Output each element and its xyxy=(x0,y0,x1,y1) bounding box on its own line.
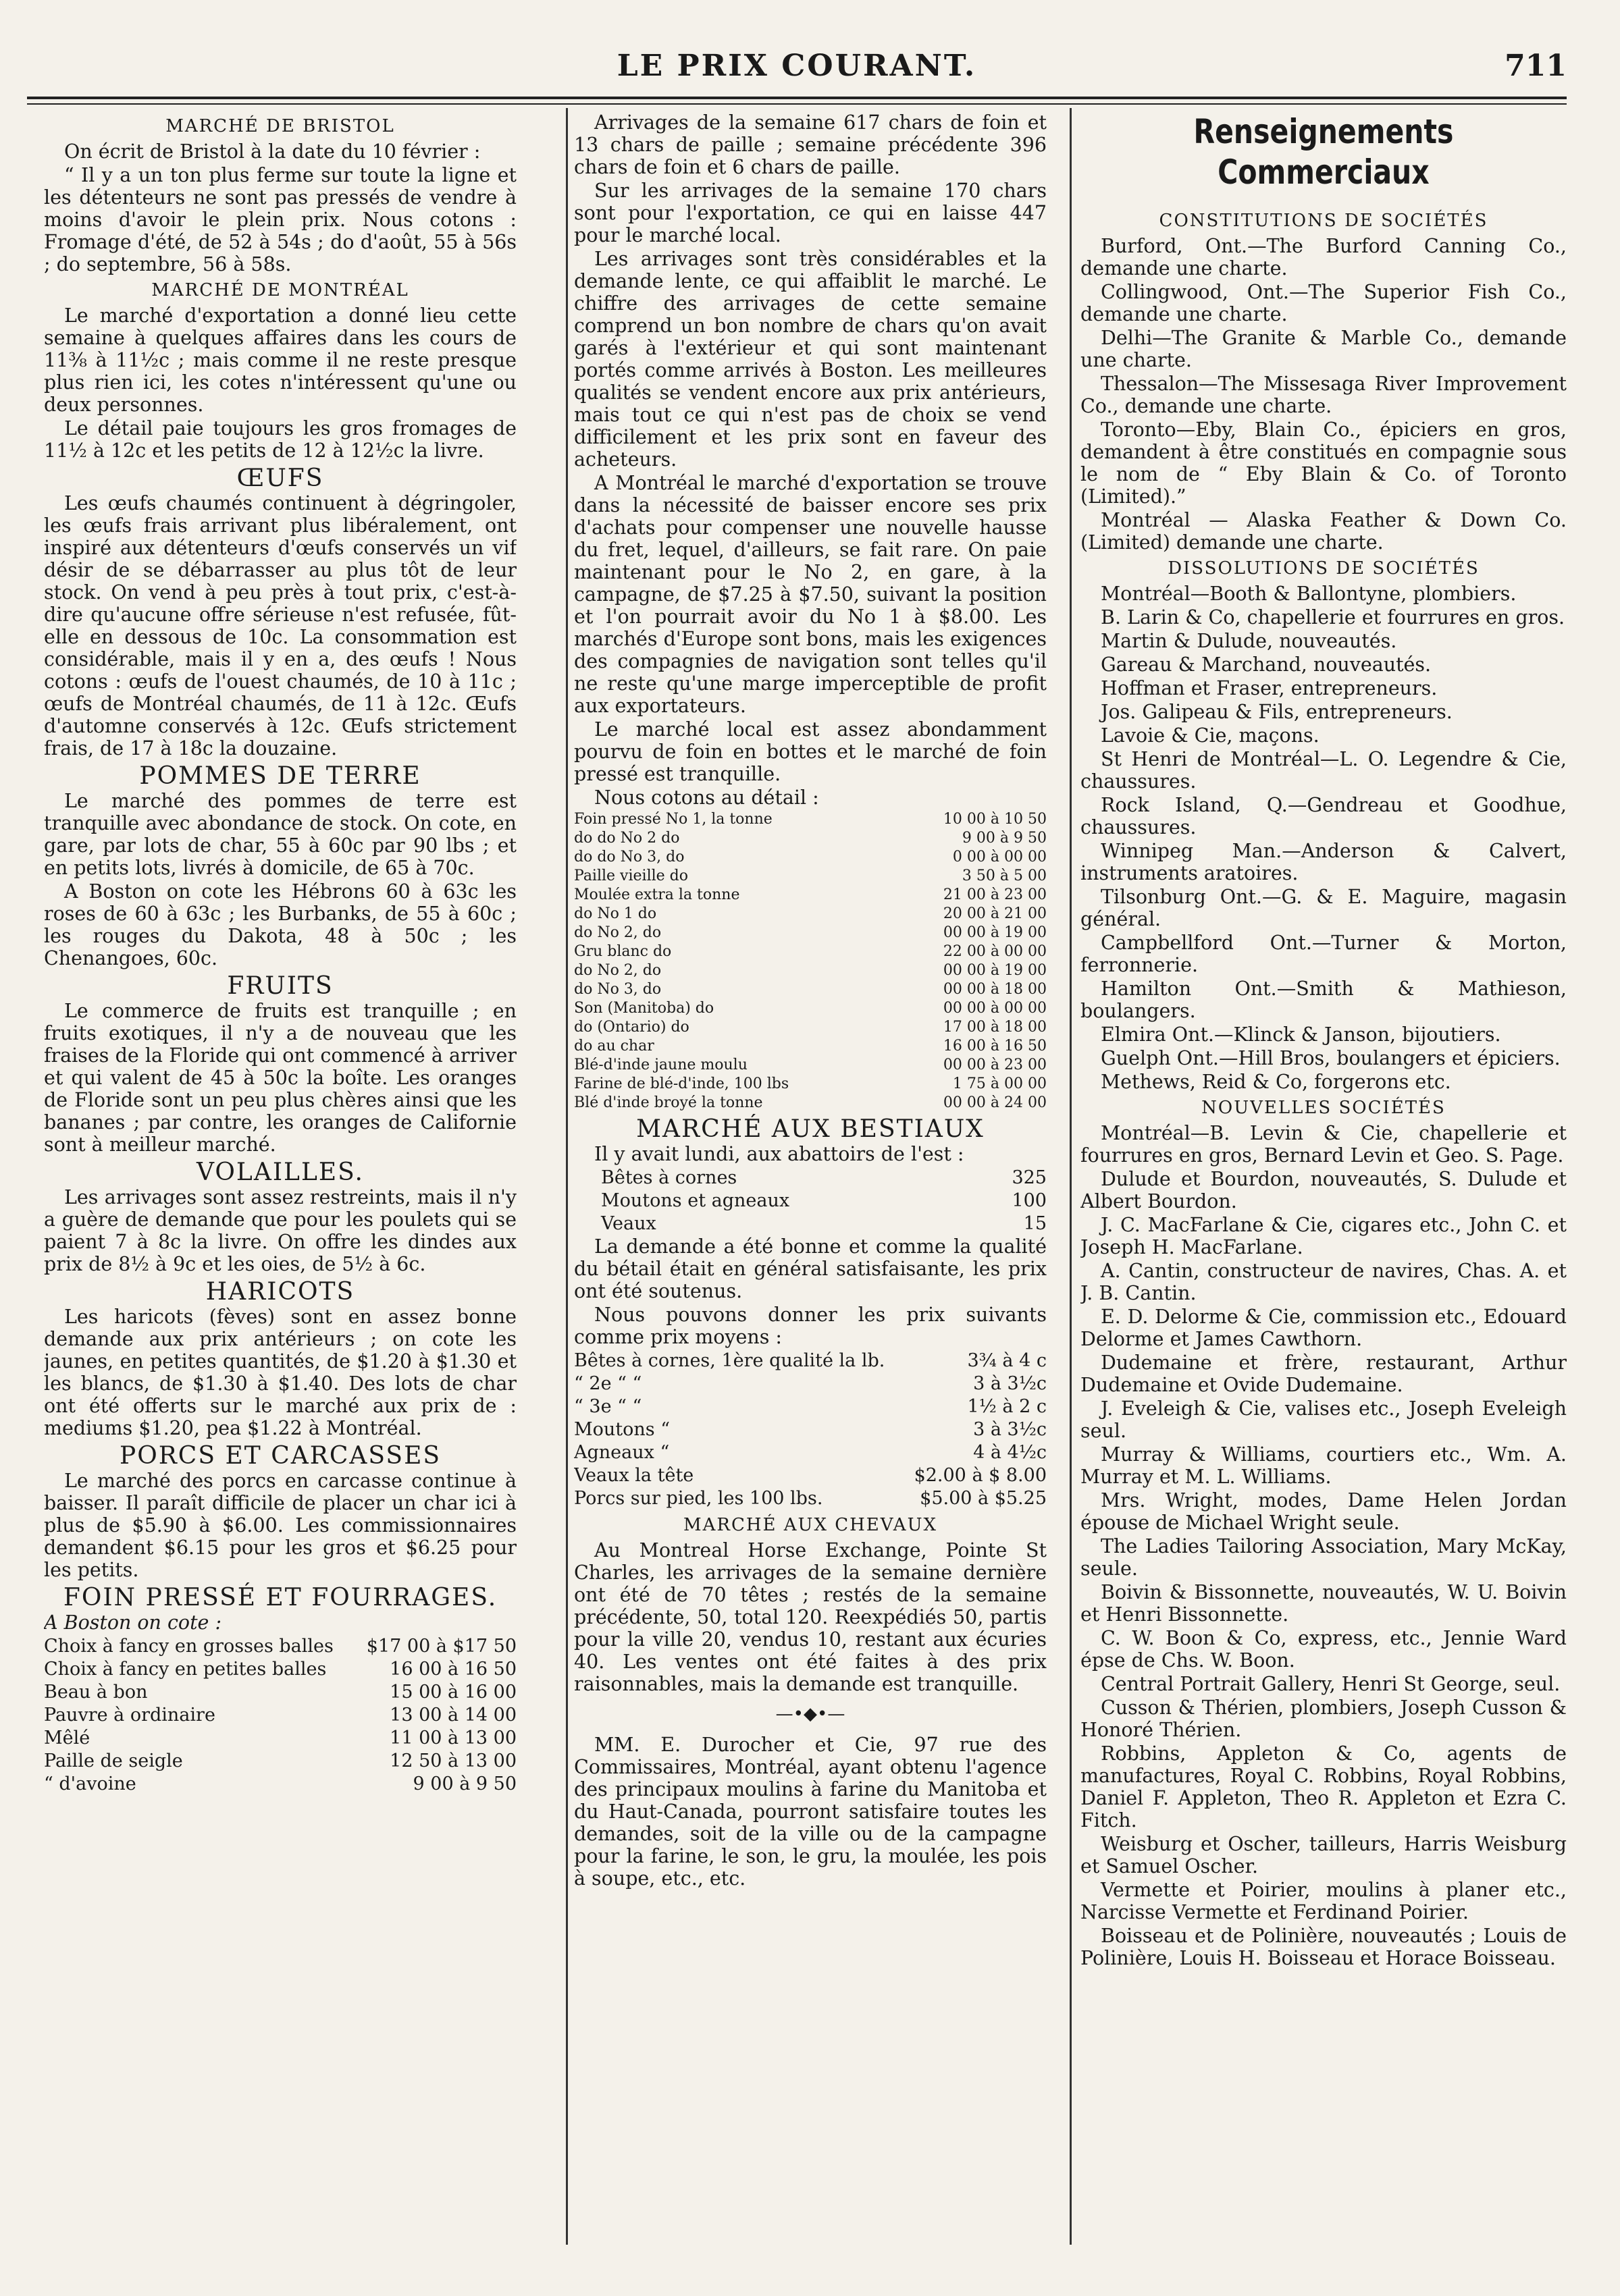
section-heading: FRUITS xyxy=(227,972,334,1000)
notice: J. Eveleigh & Cie, valises etc., Joseph Eveleigh seul. xyxy=(1080,1397,1567,1442)
price-row xyxy=(574,1441,1047,1464)
price-value: $5.00 à $5.25 xyxy=(920,1488,1047,1509)
price-row xyxy=(601,1212,1047,1235)
paragraph: Nous pouvons donner les prix suivants comme prix moyens : xyxy=(574,1304,1047,1348)
section-heading: MARCHÉ AUX CHEVAUX xyxy=(683,1515,937,1535)
price-row xyxy=(574,1094,1047,1113)
average-price-table xyxy=(574,1350,1047,1510)
paragraph: A Montréal le marché d'exportation se trouve dans la nécessité de baisser encore ses prix d'achats pour compenser une nouvelle hausse du fret, lequel, d'ailleurs, se fait rare. On paie maintenant pour le No 2, en gare, à la campagne, de $7.25 à $7.50, suivant la position et l'on pourrait avoir du No 1 à $8.00. Les marchés d'Europe sont bons, mais les exigences des compagnies de navigation sont telles qu'il ne reste qu'une marge imperceptible de profit aux exportateurs. xyxy=(574,472,1047,717)
price-row xyxy=(574,1372,1047,1395)
price-table xyxy=(44,1635,517,1796)
price-value: 20 00 à 21 00 xyxy=(943,905,1047,922)
notice: Gareau & Marchand, nouveautés. xyxy=(1101,653,1432,676)
price-label: Bêtes à cornes xyxy=(601,1167,737,1188)
price-label: Agneaux “ xyxy=(574,1442,670,1463)
price-value: 11 00 à 13 00 xyxy=(390,1728,517,1748)
price-row xyxy=(574,905,1047,924)
paragraph: On écrit de Bristol à la date du 10 février : xyxy=(64,140,481,163)
price-value: 16 00 à 16 50 xyxy=(390,1659,517,1680)
price-label: do No 2, do xyxy=(574,924,662,941)
column-title: Renseignements Commerciaux xyxy=(1193,112,1454,192)
price-value: 00 00 à 23 00 xyxy=(943,1057,1047,1073)
price-row xyxy=(574,980,1047,999)
price-row xyxy=(574,961,1047,980)
price-row xyxy=(574,829,1047,848)
price-value: 00 00 à 24 00 xyxy=(943,1094,1047,1111)
notice: Murray & Williams, courtiers etc., Wm. A. Murray et M. L. Williams. xyxy=(1080,1443,1567,1488)
section-heading: HARICOTS xyxy=(205,1278,355,1306)
notice: Methews, Reid & Co, forgerons etc. xyxy=(1101,1071,1451,1093)
price-value: 9 00 à 9 50 xyxy=(962,830,1047,847)
section-heading: PORCS ET CARCASSES xyxy=(119,1442,442,1470)
notice: Cusson & Thérien, plombiers, Joseph Cusson & Honoré Thérien. xyxy=(1080,1697,1567,1741)
price-label: Paille de seigle xyxy=(44,1751,183,1771)
price-value: $2.00 à $ 8.00 xyxy=(914,1465,1047,1486)
notice: Hamilton Ont.—Smith & Mathieson, boulangers. xyxy=(1080,978,1567,1022)
price-row xyxy=(44,1773,517,1796)
price-label: Foin pressé No 1, la tonne xyxy=(574,811,773,828)
notice: C. W. Boon & Co, express, etc., Jennie Ward épse de Chs. W. Boon. xyxy=(1080,1627,1567,1672)
price-label: Choix à fancy en grosses balles xyxy=(44,1636,334,1657)
price-value: 17 00 à 18 00 xyxy=(943,1019,1047,1036)
price-row xyxy=(574,1464,1047,1487)
price-row xyxy=(574,1350,1047,1372)
price-value: 00 00 à 00 00 xyxy=(943,1000,1047,1017)
notice: The Ladies Tailoring Association, Mary McKay, seule. xyxy=(1080,1535,1567,1580)
price-label: Porcs sur pied, les 100 lbs. xyxy=(574,1488,823,1509)
price-label: Blé-d'inde jaune moulu xyxy=(574,1057,748,1073)
price-value: 1½ à 2 c xyxy=(967,1396,1047,1417)
paragraph: Le marché des pommes de terre est tranquille avec abondance de stock. On cote, en gare, par lots de char, 55 à 60c par 90 lbs ; et en petits lots, livrés à domicile, de 65 à 70c. xyxy=(44,790,517,879)
price-label: Bêtes à cornes, 1ère qualité la lb. xyxy=(574,1350,885,1371)
price-row xyxy=(574,1075,1047,1094)
notice: Burford, Ont.—The Burford Canning Co., demande une charte. xyxy=(1080,235,1567,279)
price-value: 13 00 à 14 00 xyxy=(390,1705,517,1726)
paragraph: Au Montreal Horse Exchange, Pointe St Charles, les arrivages de la semaine dernière ont été de 70 têtes ; restés de la semaine précédente, 50, total 120. Reexpédiés 50, partis pour la ville 20, vendus 10, restant aux écuries 40. Les ventes ont été faites à des prix raisonnables, mais la demande est tranquille. xyxy=(574,1539,1047,1695)
price-value: 3¾ à 4 c xyxy=(967,1350,1047,1371)
price-value: 1 75 à 00 00 xyxy=(952,1075,1047,1092)
paragraph: “ Il y a un ton plus ferme sur toute la ligne et les détenteurs ne sont pas pressés de vendre à moins d'avoir le plein prix. Nous cotons : Fromage d'été, de 52 à 54s ; do d'août, 55 à 56s ; do septembre, 56 à 58s. xyxy=(44,164,517,275)
paragraph: Sur les arrivages de la semaine 170 chars sont pour l'exportation, ce qui en laisse 447 pour le marché local. xyxy=(574,180,1047,246)
boston-label: A Boston on cote : xyxy=(44,1611,222,1634)
price-value: 15 xyxy=(1023,1213,1047,1234)
price-value: 12 50 à 13 00 xyxy=(390,1751,517,1771)
section-heading: VOLAILLES. xyxy=(197,1158,364,1186)
paragraph: Les haricots (fèves) sont en assez bonne demande aux prix antérieurs ; on cote les jaunes, en petites quantités, de $1.20 à $1.30 et les blancs, de $1.30 à $1.40. Des lots de char ont été offerts sur le marché aux prix de : mediums $1.20, pea $1.22 à Montréal. xyxy=(44,1306,517,1439)
price-value: 10 00 à 10 50 xyxy=(943,811,1047,828)
price-label: “ 3e “ “ xyxy=(574,1396,642,1417)
price-label: Farine de blé-d'inde, 100 lbs xyxy=(574,1075,789,1092)
paragraph: A Boston on cote les Hébrons 60 à 63c les roses de 60 à 63c ; les Burbanks, de 55 à 60c ; les rouges du Dakota, 48 à 50c ; les Chenangoes, 60c. xyxy=(44,880,517,969)
price-row xyxy=(574,1056,1047,1075)
price-row xyxy=(44,1658,517,1681)
notice: Boisseau et de Polinière, nouveautés ; Louis de Polinière, Louis H. Boisseau et Horace Boisseau. xyxy=(1080,1925,1567,1969)
paragraph: Le marché des porcs en carcasse continue à baisser. Il paraît difficile de placer un char ici à plus de $5.90 à $6.00. Les commissionnaires demandent $6.15 pour les gros et $6.25 pour les petits. xyxy=(44,1470,517,1581)
price-label: do do No 2 do xyxy=(574,830,680,847)
header-rule xyxy=(27,97,1567,99)
livestock-table xyxy=(574,1167,1047,1235)
notice: Robbins, Appleton & Co, agents de manufactures, Royal C. Robbins, Royal Robbins, Daniel F. Appleton, Theo R. Appleton et Ezra C. Fitch. xyxy=(1080,1742,1567,1832)
price-value: 00 00 à 18 00 xyxy=(943,981,1047,998)
paragraph xyxy=(44,1611,517,1634)
price-label: Paille vieille do xyxy=(574,867,688,884)
notice: Elmira Ont.—Klinck & Janson, bijoutiers. xyxy=(1101,1023,1501,1046)
price-value: $17 00 à $17 50 xyxy=(366,1636,517,1657)
price-row xyxy=(44,1750,517,1773)
notice: Montréal—B. Levin & Cie, chapellerie et fourrures en gros, Bernard Levin et Geo. S. Page. xyxy=(1080,1122,1567,1167)
notice: Boivin & Bissonnette, nouveautés, W. U. Boivin et Henri Bissonnette. xyxy=(1080,1581,1567,1626)
price-value: 3 à 3½c xyxy=(973,1373,1047,1394)
column-2 xyxy=(574,111,1047,2238)
price-value: 9 00 à 9 50 xyxy=(413,1773,517,1794)
header-rule-thin xyxy=(27,103,1567,105)
notice: Jos. Galipeau & Fils, entrepreneurs. xyxy=(1101,701,1453,723)
price-row xyxy=(601,1167,1047,1190)
paragraph: Les arrivages sont très considérables et la demande lente, ce qui affaiblit le marché. Le chiffre des arrivages de cette semaine comprend un bon nombre de chars qu'on avait garés à l'extérieur et qui sont maintenant portés comme arrivés à Boston. Les meilleures qualités se vendent encore aux prix antérieurs, mais tout ce qui n'est pas de choix se vend difficilement et les prix sont en faveur des acheteurs. xyxy=(574,248,1047,471)
price-label: Veaux la tête xyxy=(574,1465,694,1486)
paragraph: Le marché local est assez abondamment pourvu de foin en bottes et le marché de foin pressé est tranquille. xyxy=(574,718,1047,785)
price-row xyxy=(44,1635,517,1658)
section-heading: FOIN PRESSÉ ET FOURRAGES. xyxy=(63,1584,498,1611)
price-row xyxy=(574,942,1047,961)
page-number: 711 xyxy=(1505,49,1567,83)
page-title: LE PRIX COURANT. xyxy=(617,49,977,83)
price-label: “ d'avoine xyxy=(44,1773,136,1794)
paragraph: Le détail paie toujours les gros fromages de 11½ à 12c et les petits de 12 à 12½c la livre. xyxy=(44,417,517,462)
notice: Campbellford Ont.—Turner & Morton, ferronnerie. xyxy=(1080,932,1567,976)
price-label: do (Ontario) do xyxy=(574,1019,689,1036)
price-value: 15 00 à 16 00 xyxy=(390,1682,517,1703)
price-value: 325 xyxy=(1012,1167,1047,1188)
paragraph: Le commerce de fruits est tranquille ; en fruits exotiques, il n'y a de nouveau que les fraises de la Floride qui ont commencé à arriver et qui valent de 45 à 50c la boîte. Les oranges de Floride sont un peu plus chères ainsi que les bananes ; par contre, les oranges de Californie sont à meilleur marché. xyxy=(44,1000,517,1156)
notice: Thessalon—The Missesaga River Improvement Co., demande une charte. xyxy=(1080,373,1567,417)
price-row xyxy=(44,1704,517,1727)
paragraph: Le marché d'exportation a donné lieu cette semaine à quelques affaires dans les cours de 11⅜ à 11½c ; mais comme il ne reste presque plus rien ici, les cotes n'intéressent qu'une ou deux personnes. xyxy=(44,304,517,416)
notice: Vermette et Poirier, moulins à planer etc., Narcisse Vermette et Ferdinand Poirier. xyxy=(1080,1879,1567,1923)
section-heading: NOUVELLES SOCIÉTÉS xyxy=(1201,1098,1446,1118)
paragraph: La demande a été bonne et comme la qualité du bétail était en général satisfaisante, les prix ont été soutenus. xyxy=(574,1235,1047,1302)
price-row xyxy=(574,1395,1047,1418)
price-row xyxy=(44,1681,517,1704)
section-heading: ŒUFS xyxy=(236,464,324,492)
notice: Toronto—Eby, Blain Co., épiciers en gros, demandent à être constitués en compagnie sous le nom de “ Eby Blain & Co. of Toronto (Limited).” xyxy=(1080,419,1567,508)
notice: Central Portrait Gallery, Henri St George, seul. xyxy=(1101,1673,1561,1695)
price-value: 21 00 à 23 00 xyxy=(943,886,1047,903)
price-value: 00 00 à 19 00 xyxy=(943,924,1047,941)
paragraph: Les œufs chaumés continuent à dégringoler, les œufs frais arrivant plus libéralement, ont inspiré aux détenteurs d'œufs conservés un vif désir de se débarrasser au plus tôt de leur stock. On vend à peu près à tout prix, c'est-à-dire qu'aucune offre sérieuse n'est refusée, fût-elle en dessous de 10c. La consommation est considérable, mais il y en a, des œufs ! Nous cotons : œufs de l'ouest chaumés, de 10 à 11c ; œufs de Montréal chaumés, de 11 à 12c. Œufs d'automne conservés à 12c. Œufs strictement frais, de 17 à 18c la douzaine. xyxy=(44,492,517,759)
price-label: Moulée extra la tonne xyxy=(574,886,740,903)
price-row xyxy=(574,924,1047,942)
notice: Collingwood, Ont.—The Superior Fish Co., demande une charte. xyxy=(1080,281,1567,325)
price-row xyxy=(601,1190,1047,1212)
price-value: 00 00 à 19 00 xyxy=(943,962,1047,979)
notice: Lavoie & Cie, maçons. xyxy=(1101,724,1319,747)
price-value: 16 00 à 16 50 xyxy=(943,1038,1047,1054)
price-value: 3 à 3½c xyxy=(973,1419,1047,1440)
notice: Delhi—The Granite & Marble Co., demande une charte. xyxy=(1080,327,1567,371)
notice: Montréal — Alaska Feather & Down Co. (Limited) demande une charte. xyxy=(1080,509,1567,554)
price-value: 100 xyxy=(1012,1190,1047,1211)
price-label: Pauvre à ordinaire xyxy=(44,1705,215,1726)
price-row xyxy=(574,1037,1047,1056)
notice: Montréal—Booth & Ballontyne, plombiers. xyxy=(1101,583,1517,605)
notice: Dulude et Bourdon, nouveautés, S. Dulude et Albert Bourdon. xyxy=(1080,1168,1567,1212)
price-row xyxy=(44,1727,517,1750)
paragraph: Les arrivages sont assez restreints, mais il n'y a guère de demande que pour les poulets qui se paient 7 à 8c la livre. On offre les dindes aux prix de 8½ à 9c et les oies, de 5½ à 6c. xyxy=(44,1186,517,1275)
notice: Martin & Dulude, nouveautés. xyxy=(1101,630,1397,652)
section-heading: CONSTITUTIONS DE SOCIÉTÉS xyxy=(1159,211,1488,231)
section-heading: DISSOLUTIONS DE SOCIÉTÉS xyxy=(1168,558,1480,579)
paragraph: Il y avait lundi, aux abattoirs de l'est : xyxy=(594,1143,964,1165)
price-value: 0 00 à 00 00 xyxy=(952,849,1047,865)
notice: Mrs. Wright, modes, Dame Helen Jordan épouse de Michael Wright seule. xyxy=(1080,1489,1567,1534)
price-row xyxy=(574,867,1047,886)
price-value: 4 à 4½c xyxy=(973,1442,1047,1463)
price-label: Veaux xyxy=(601,1213,656,1234)
notice: Weisburg et Oscher, tailleurs, Harris Weisburg et Samuel Oscher. xyxy=(1080,1833,1567,1877)
price-label: do No 1 do xyxy=(574,905,657,922)
price-value: 22 00 à 00 00 xyxy=(943,943,1047,960)
price-row xyxy=(574,886,1047,905)
price-label: Mêlé xyxy=(44,1728,90,1748)
notice: Guelph Ont.—Hill Bros, boulangers et épiciers. xyxy=(1101,1047,1561,1069)
notice: Tilsonburg Ont.—G. & E. Maguire, magasin général. xyxy=(1080,886,1567,930)
price-label: do No 3, do xyxy=(574,981,662,998)
notice: Rock Island, Q.—Gendreau et Goodhue, chaussures. xyxy=(1080,794,1567,838)
paragraph: Arrivages de la semaine 617 chars de foin et 13 chars de paille ; semaine précédente 396 chars de foin et 6 chars de paille. xyxy=(574,111,1047,178)
column-3 xyxy=(1080,111,1567,2238)
price-row xyxy=(574,999,1047,1018)
notice: J. C. MacFarlane & Cie, cigares etc., John C. et Joseph H. MacFarlane. xyxy=(1080,1214,1567,1258)
price-label: Beau à bon xyxy=(44,1682,148,1703)
section-heading: POMMES DE TERRE xyxy=(139,762,421,790)
price-label: Son (Manitoba) do xyxy=(574,1000,714,1017)
price-label: Blé d'inde broyé la tonne xyxy=(574,1094,763,1111)
price-label: “ 2e “ “ xyxy=(574,1373,642,1394)
column-1 xyxy=(44,111,517,2238)
detail-price-table xyxy=(574,810,1047,1113)
page-header xyxy=(27,41,1567,95)
price-row xyxy=(574,1418,1047,1441)
paragraph: MM. E. Durocher et Cie, 97 rue des Commissaires, Montréal, ayant obtenu l'agence des principaux moulins à farine du Manitoba et du Haut-Canada, pourront satisfaire toutes les demandes, soit de la ville ou de la campagne pour la farine, le son, le gru, la moulée, les pois à soupe, etc., etc. xyxy=(574,1734,1047,1890)
ornament-divider: —•◆•— xyxy=(775,1704,845,1724)
price-label: Gru blanc do xyxy=(574,943,672,960)
section-heading: MARCHÉ DE BRISTOL xyxy=(165,116,395,136)
price-row xyxy=(574,1018,1047,1037)
notice: A. Cantin, constructeur de navires, Chas. A. et J. B. Cantin. xyxy=(1080,1260,1567,1304)
column-divider xyxy=(566,108,568,2245)
price-row xyxy=(574,848,1047,867)
notice: St Henri de Montréal—L. O. Legendre & Cie, chaussures. xyxy=(1080,748,1567,793)
notice: Dudemaine et frère, restaurant, Arthur Dudemaine et Ovide Dudemaine. xyxy=(1080,1352,1567,1396)
notice: E. D. Delorme & Cie, commission etc., Edouard Delorme et James Cawthorn. xyxy=(1080,1306,1567,1350)
paragraph: Nous cotons au détail : xyxy=(594,786,819,809)
section-heading: MARCHÉ DE MONTRÉAL xyxy=(151,280,409,300)
price-label: do No 2, do xyxy=(574,962,662,979)
price-label: do do No 3, do xyxy=(574,849,685,865)
price-value: 3 50 à 5 00 xyxy=(962,867,1047,884)
price-label: do au char xyxy=(574,1038,654,1054)
notice: Hoffman et Fraser, entrepreneurs. xyxy=(1101,677,1438,699)
price-row xyxy=(574,1487,1047,1510)
price-label: Moutons “ xyxy=(574,1419,671,1440)
notice: B. Larin & Co, chapellerie et fourrures en gros. xyxy=(1101,606,1565,629)
price-label: Choix à fancy en petites balles xyxy=(44,1659,327,1680)
column-divider xyxy=(1070,108,1072,2245)
price-row xyxy=(574,810,1047,829)
notice: Winnipeg Man.—Anderson & Calvert, instruments aratoires. xyxy=(1080,840,1567,884)
section-heading: MARCHÉ AUX BESTIAUX xyxy=(636,1115,985,1143)
price-label: Moutons et agneaux xyxy=(601,1190,790,1211)
